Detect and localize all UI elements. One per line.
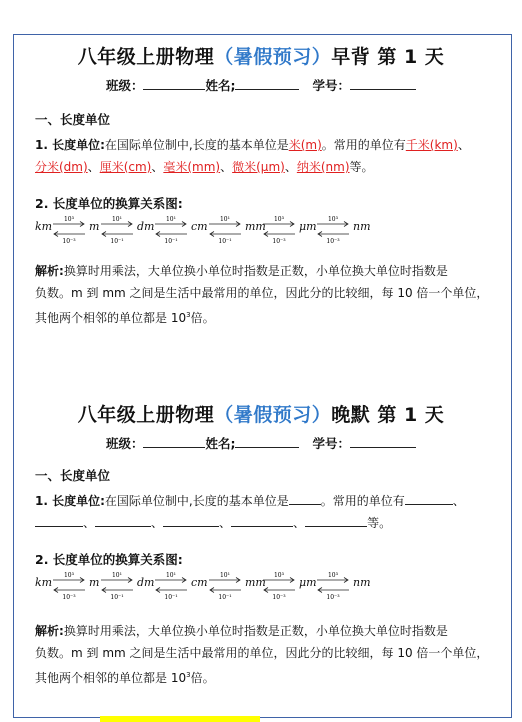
backward-arrow [156,232,187,237]
evening-title [0,400,522,427]
separator: 、 [452,494,465,508]
backward-arrow [156,588,187,593]
p1-text: 在国际单位制中,长度的基本单位是 [104,494,289,508]
title-tail: 早背 第 1 天 [331,46,445,68]
evening-unit-chain [35,568,371,600]
class-label: 班级： [105,78,144,93]
forward-factor: 10³ [327,572,339,579]
id-label: 学号： [312,78,351,93]
analysis-label: 解析: [35,624,64,638]
id-blank[interactable] [350,77,416,90]
separator: 、 [151,516,164,530]
morning-unit-chain [35,212,371,244]
chain-unit-3: cm [191,220,208,233]
separator: 、 [83,516,96,530]
answer-base-unit: 米(m) [288,138,322,152]
analysis-line-1: 换算时用乘法，大单位换小单位时指数是正数，小单位换大单位时指数是 [63,264,448,278]
analysis-line-3-end: 倍。 [190,311,215,325]
backward-factor: 10⁻³ [272,238,286,244]
evening-paragraph-1 [35,490,500,534]
forward-factor: 10¹ [111,216,123,223]
backward-factor: 10⁻³ [272,594,286,600]
analysis-line-2: 负数。m 到 mm 之间是生活中最常用的单位，因此分的比较细，每 10 倍一个单位， [35,286,489,300]
conversion-arrows-1 [99,568,141,600]
exponent: 3 [186,311,191,319]
evening-info-line [0,434,522,452]
evening-analysis [35,620,500,689]
chain-unit-6: nm [353,576,371,589]
name-label: 姓名; [205,78,236,93]
chain-unit-1: m [89,576,100,589]
conversion-arrows-0 [51,212,93,244]
p1-end: 等。 [367,516,392,530]
morning-chain-heading: 2. 长度单位的换算关系图: [35,196,183,211]
morning-paragraph-1 [35,134,500,178]
p1-text2: 。常用的单位有 [321,138,406,152]
backward-arrow [54,588,85,593]
answer-um: 微米(μm) [232,160,285,174]
analysis-line-3-end: 倍。 [190,671,215,685]
blank-unit-2[interactable] [35,514,83,527]
p1-label: 1. 长度单位: [35,494,105,508]
class-blank[interactable] [143,435,205,448]
id-label: 学号： [312,436,351,451]
conversion-arrows-3 [207,568,249,600]
separator: 、 [457,138,470,152]
class-blank[interactable] [143,77,205,90]
backward-arrow [210,232,241,237]
separator: 、 [219,516,232,530]
conversion-arrows-5 [315,212,357,244]
backward-arrow [264,588,295,593]
backward-arrow [318,588,349,593]
analysis-line-3: 其他两个相邻的单位都是 10 [35,671,187,685]
conversion-arrows-5 [315,568,357,600]
morning-info-line [0,76,522,94]
backward-factor: 10⁻¹ [110,594,124,600]
forward-factor: 10¹ [165,572,177,579]
backward-factor: 10⁻¹ [218,238,232,244]
separator: 、 [284,160,297,174]
blank-unit-3[interactable] [95,514,151,527]
morning-title [0,42,522,69]
forward-factor: 10³ [63,572,75,579]
conversion-arrows-2 [153,212,195,244]
blank-unit-6[interactable] [305,514,367,527]
backward-arrow [264,232,295,237]
exponent: 3 [186,671,191,679]
forward-factor: 10¹ [165,216,177,223]
answer-mm: 毫米(mm) [163,160,221,174]
blank-base-unit[interactable] [289,492,321,505]
conversion-arrows-0 [51,568,93,600]
p1-text2: 。常用的单位有 [320,494,405,508]
blank-unit-1[interactable] [405,492,453,505]
p1-end: 等。 [349,160,374,174]
title-main: 八年级上册物理 [77,404,215,426]
backward-factor: 10⁻¹ [110,238,124,244]
conversion-arrows-2 [153,568,195,600]
chain-unit-5: μm [299,220,317,233]
chain-unit-1: m [89,220,100,233]
separator: 、 [293,516,306,530]
evening-section-heading: 一、长度单位 [35,468,111,483]
title-highlight: （暑假预习） [214,404,332,426]
separator: 、 [151,160,164,174]
chain-unit-3: cm [191,576,208,589]
forward-factor: 10¹ [111,572,123,579]
morning-analysis [35,260,500,329]
conversion-arrows-4 [261,568,303,600]
class-label: 班级： [105,436,144,451]
forward-factor: 10³ [273,216,285,223]
backward-factor: 10⁻³ [326,238,340,244]
backward-arrow [54,232,85,237]
name-label: 姓名; [205,436,236,451]
p1-label: 1. 长度单位: [35,138,105,152]
title-highlight: （暑假预习） [214,46,332,68]
chain-unit-6: nm [353,220,371,233]
chain-unit-2: dm [137,576,155,589]
answer-km: 千米(km) [405,138,458,152]
conversion-arrows-4 [261,212,303,244]
title-tail: 晚默 第 1 天 [331,404,445,426]
analysis-line-3: 其他两个相邻的单位都是 10 [35,311,187,325]
name-blank[interactable] [235,77,299,90]
p1-text: 在国际单位制中,长度的基本单位是 [104,138,289,152]
backward-arrow [210,588,241,593]
backward-arrow [102,588,133,593]
backward-factor: 10⁻³ [62,238,76,244]
backward-factor: 10⁻¹ [218,594,232,600]
answer-nm: 纳米(nm) [296,160,350,174]
backward-arrow [318,232,349,237]
analysis-line-2: 负数。m 到 mm 之间是生活中最常用的单位，因此分的比较细，每 10 倍一个单位， [35,646,489,660]
backward-factor: 10⁻¹ [164,594,178,600]
backward-factor: 10⁻³ [62,594,76,600]
separator: 、 [220,160,233,174]
chain-unit-2: dm [137,220,155,233]
yellow-highlight-strip [100,716,260,722]
chain-unit-0: km [35,576,53,589]
separator: 、 [87,160,100,174]
backward-factor: 10⁻³ [326,594,340,600]
title-main: 八年级上册物理 [77,46,215,68]
forward-factor: 10³ [63,216,75,223]
forward-factor: 10¹ [219,572,231,579]
analysis-label: 解析: [35,264,64,278]
answer-dm: 分米(dm) [35,160,88,174]
conversion-arrows-3 [207,212,249,244]
morning-section-heading: 一、长度单位 [35,112,111,127]
chain-unit-0: km [35,220,53,233]
blank-unit-4[interactable] [163,514,219,527]
id-blank[interactable] [350,435,416,448]
blank-unit-5[interactable] [231,514,293,527]
analysis-line-1: 换算时用乘法，大单位换小单位时指数是正数，小单位换大单位时指数是 [63,624,448,638]
chain-unit-5: μm [299,576,317,589]
backward-arrow [102,232,133,237]
backward-factor: 10⁻¹ [164,238,178,244]
name-blank[interactable] [235,435,299,448]
forward-factor: 10³ [327,216,339,223]
answer-cm: 厘米(cm) [99,160,152,174]
chain-unit-4: mm [245,220,266,233]
conversion-arrows-1 [99,212,141,244]
evening-chain-heading: 2. 长度单位的换算关系图: [35,552,183,567]
chain-unit-4: mm [245,576,266,589]
forward-factor: 10¹ [219,216,231,223]
forward-factor: 10³ [273,572,285,579]
